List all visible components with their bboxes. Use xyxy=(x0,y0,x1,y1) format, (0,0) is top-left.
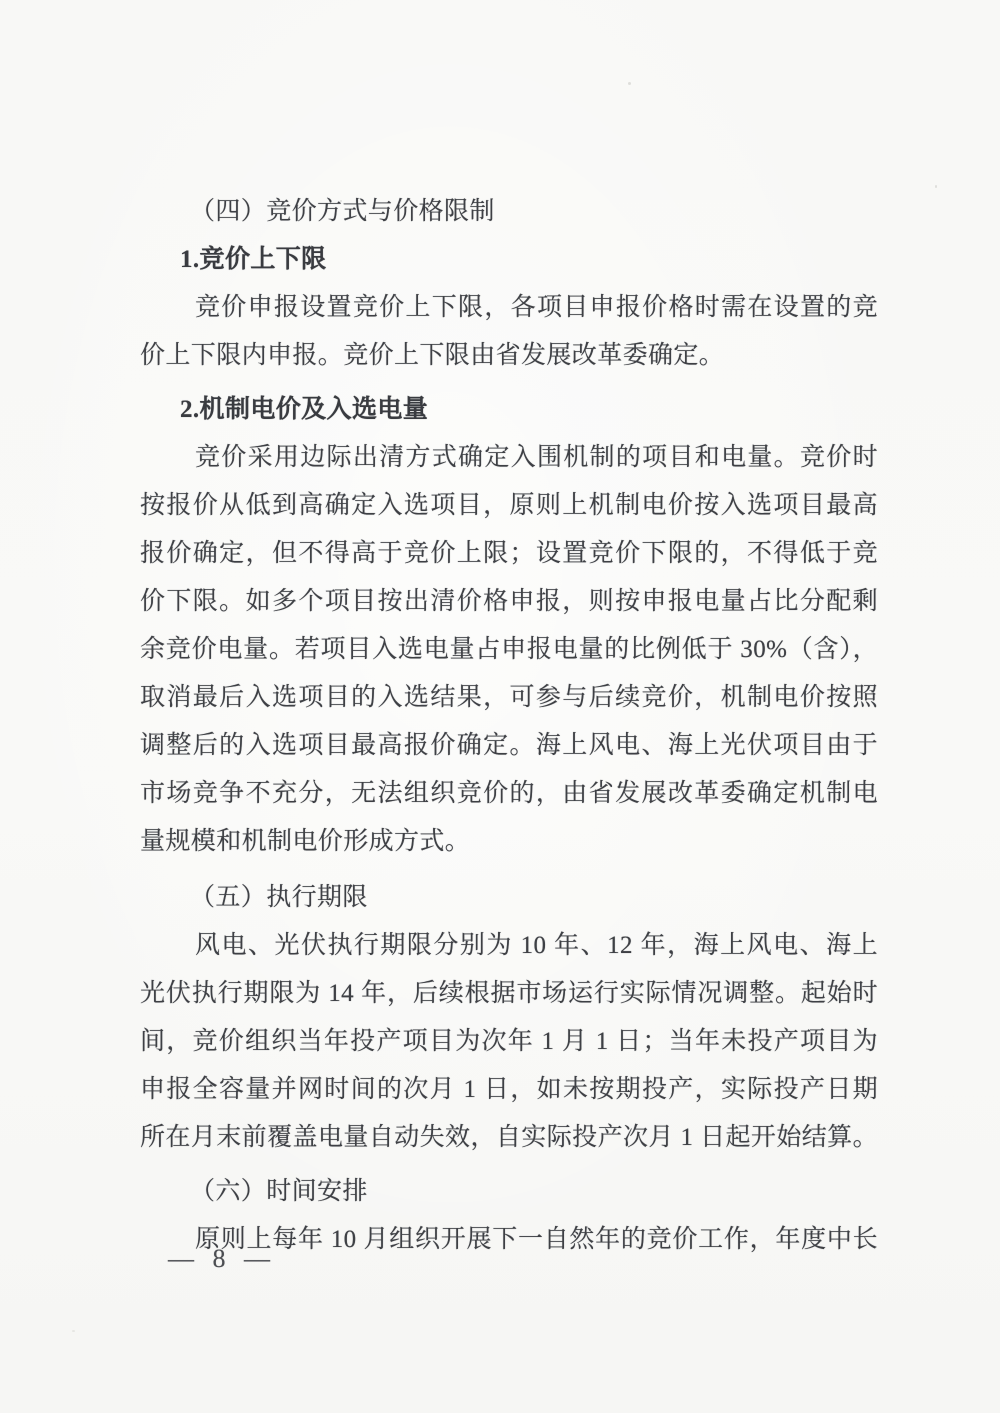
text-column xyxy=(140,188,878,1264)
scan-speck xyxy=(72,1330,75,1332)
section-heading-5: （五）执行期限 xyxy=(190,884,368,911)
body-line: 余竞价电量。若项目入选电量占申报电量的比例低于 30%（含）， xyxy=(140,636,878,663)
body-line: 竞价申报设置竞价上下限，各项目申报价格时需在设置的竞 xyxy=(195,294,878,321)
scan-speck xyxy=(628,82,631,85)
page-number: — 8 — xyxy=(168,1244,276,1273)
body-line: 申报全容量并网时间的次月 1 日，如未按期投产，实际投产日期 xyxy=(140,1076,878,1103)
body-line: 原则上每年 10 月组织开展下一自然年的竞价工作，年度中长 xyxy=(195,1226,878,1253)
body-line: 所在月末前覆盖电量自动失效，自实际投产次月 1 日起开始结算。 xyxy=(140,1124,878,1151)
body-line: 市场竞争不充分，无法组织竞价的，由省发展改革委确定机制电 xyxy=(140,780,878,807)
body-line: 光伏执行期限为 14 年，后续根据市场运行实际情况调整。起始时 xyxy=(140,980,878,1007)
section-heading-6: （六）时间安排 xyxy=(190,1178,368,1205)
body-line: 取消最后入选项目的入选结果，可参与后续竞价，机制电价按照 xyxy=(140,684,878,711)
body-line: 量规模和机制电价形成方式。 xyxy=(140,828,471,855)
body-line: 报价确定，但不得高于竞价上限；设置竞价下限的，不得低于竞 xyxy=(140,540,878,567)
body-line: 间，竞价组织当年投产项目为次年 1 月 1 日；当年未投产项目为 xyxy=(140,1028,878,1055)
body-line: 风电、光伏执行期限分别为 10 年、12 年，海上风电、海上 xyxy=(195,932,878,959)
subheading-2: 2.机制电价及入选电量 xyxy=(180,396,429,423)
body-line: 价上下限内申报。竞价上下限由省发展改革委确定。 xyxy=(140,342,725,369)
section-heading-4: （四）竞价方式与价格限制 xyxy=(190,198,495,225)
body-line: 竞价采用边际出清方式确定入围机制的项目和电量。竞价时 xyxy=(195,444,878,471)
body-line: 按报价从低到高确定入选项目，原则上机制电价按入选项目最高 xyxy=(140,492,878,519)
body-line: 调整后的入选项目最高报价确定。海上风电、海上光伏项目由于 xyxy=(140,732,878,759)
subheading-1: 1.竞价上下限 xyxy=(180,246,327,273)
body-line: 价下限。如多个项目按出清价格申报，则按申报电量占比分配剩 xyxy=(140,588,878,615)
scan-speck xyxy=(935,185,937,188)
